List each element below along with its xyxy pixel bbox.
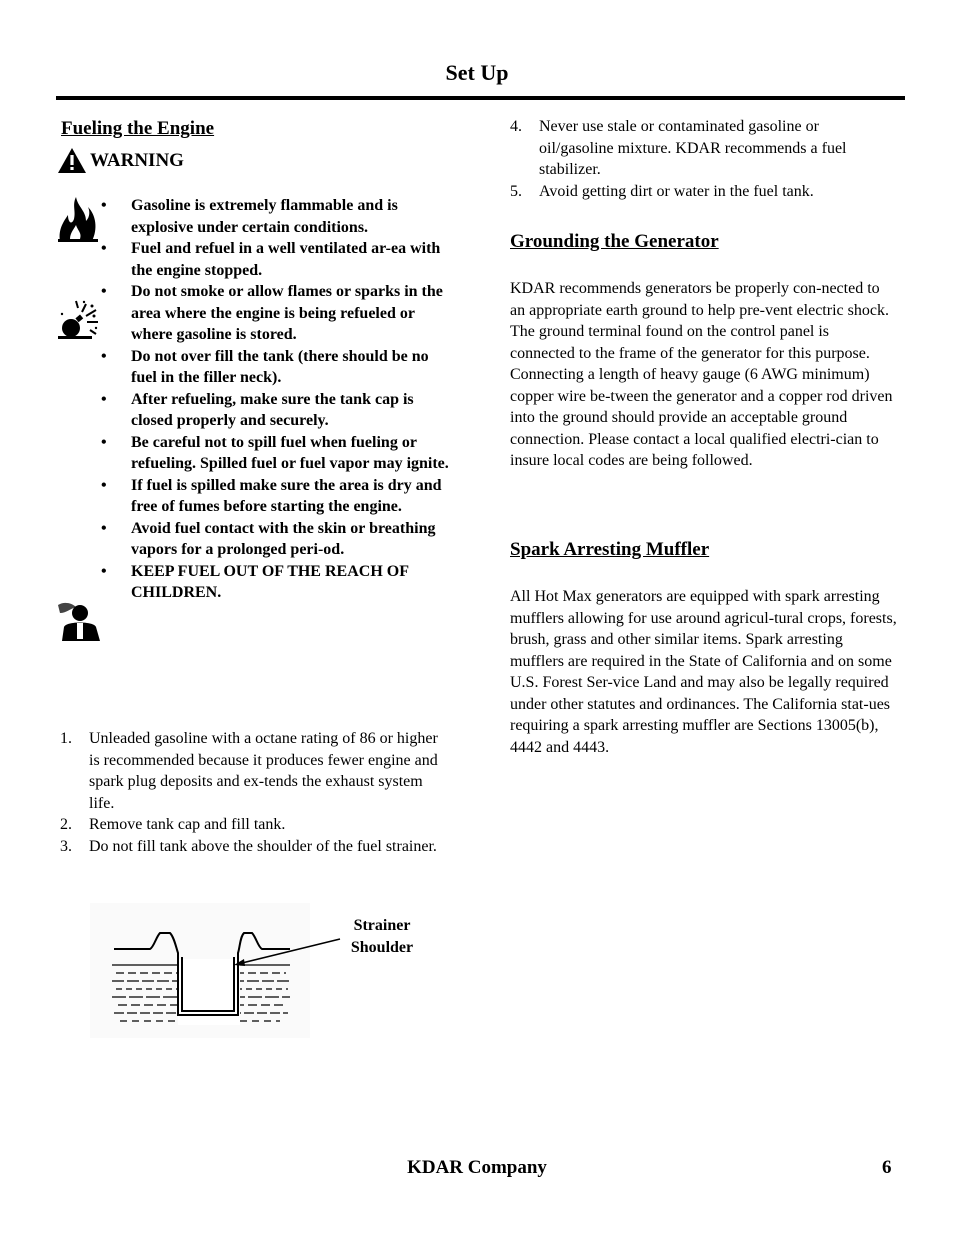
fueling-steps-continued <box>510 116 875 202</box>
warning-triangle-icon <box>57 147 87 174</box>
list-item: • Do not smoke or allow flames or sparks in the area where the engine is being refueled or where gasoline is stored. <box>100 281 450 346</box>
step-number: 3. <box>60 837 72 855</box>
diagram-label <box>340 915 424 959</box>
footer-company: KDAR Company <box>407 1157 547 1178</box>
strainer-diagram <box>90 903 310 1038</box>
list-item <box>60 836 448 858</box>
list-item: • Gasoline is extremely flammable and is explosive under certain conditions. <box>100 195 450 238</box>
fire-icon <box>56 195 100 243</box>
leader-arrow <box>230 935 342 969</box>
warning-bullet-list <box>100 195 450 604</box>
list-item: • Avoid fuel contact with the skin or breathing vapors for a prolonged peri-od. <box>100 518 450 561</box>
grounding-body: KDAR recommends generators be properly con-nected to an appropriate earth ground to help pre-vent electric shock. The ground terminal found on the control panel is connected to the frame of the generator for this purpose. Connecting a length of heavy gauge (6 AWG minimum) copper wire be-tween the generator and a copper rod driven into the ground should provide an acceptable ground connection. Please contact a local qualified electri-cian to insure local codes are being followed. <box>510 280 893 469</box>
list-item: • Do not over fill the tank (there should be no fuel in the filler neck). <box>100 346 450 389</box>
list-item <box>60 728 448 814</box>
step-text: Avoid getting dirt or water in the fuel tank. <box>539 182 814 200</box>
muffler-body: All Hot Max generators are equipped with spark arresting mufflers allowing for use around agricul-tural crops, forests, brush, grass and other similar items. Spark arresting mufflers are required in the State of California and on some U.S. Forest Ser-vice Land and may also be legally required under other statutes and ordinances. The California stat-ues requiring a spark arresting muffler are Sections 13005(b), 4442 and 4443. <box>510 588 897 756</box>
diagram-label-line1: Strainer <box>353 917 411 934</box>
fueling-steps <box>60 728 448 857</box>
warning-label: WARNING <box>90 149 184 171</box>
step-text: Remove tank cap and fill tank. <box>89 816 286 833</box>
step-text: Never use stale or contaminated gasoline or oil/gasoline mixture. KDAR recommends a fuel stabilizer. <box>539 118 847 178</box>
diagram-label-line2: Shoulder <box>350 939 414 956</box>
warning-row <box>57 147 184 174</box>
list-item <box>510 116 875 181</box>
step-number: 4. <box>510 118 522 135</box>
step-number: 2. <box>60 816 72 833</box>
list-item: • KEEP FUEL OUT OF THE REACH OF CHILDREN. <box>100 561 450 604</box>
explosion-icon <box>56 300 100 342</box>
step-number: 5. <box>510 182 522 200</box>
grounding-heading: Grounding the Generator <box>510 231 719 252</box>
page-number: 6 <box>882 1157 892 1178</box>
muffler-heading: Spark Arresting Muffler <box>510 539 710 560</box>
step-text: Unleaded gasoline with a octane rating of 86 or higher is recommended because it produces fewer engine and spark plug deposits and ex-tends the exhaust system life. <box>89 730 438 812</box>
list-item <box>60 814 448 836</box>
toxic-vapor-icon <box>56 601 104 643</box>
list-item: • Be careful not to spill fuel when fueling or refueling. Spilled fuel or fuel vapor may ignite. <box>100 432 450 475</box>
step-number: 1. <box>60 730 72 747</box>
list-item: • After refueling, make sure the tank cap is closed properly and securely. <box>100 389 450 432</box>
fueling-heading: Fueling the Engine <box>61 118 215 139</box>
list-item <box>510 181 875 203</box>
header-rule <box>56 96 905 100</box>
list-item: • If fuel is spilled make sure the area is dry and free of fumes before starting the engine. <box>100 475 450 518</box>
step-text: Do not fill tank above the shoulder of the fuel strainer. <box>89 837 437 855</box>
list-item: • Fuel and refuel in a well ventilated ar-ea with the engine stopped. <box>100 238 450 281</box>
page-title: Set Up <box>445 60 509 85</box>
